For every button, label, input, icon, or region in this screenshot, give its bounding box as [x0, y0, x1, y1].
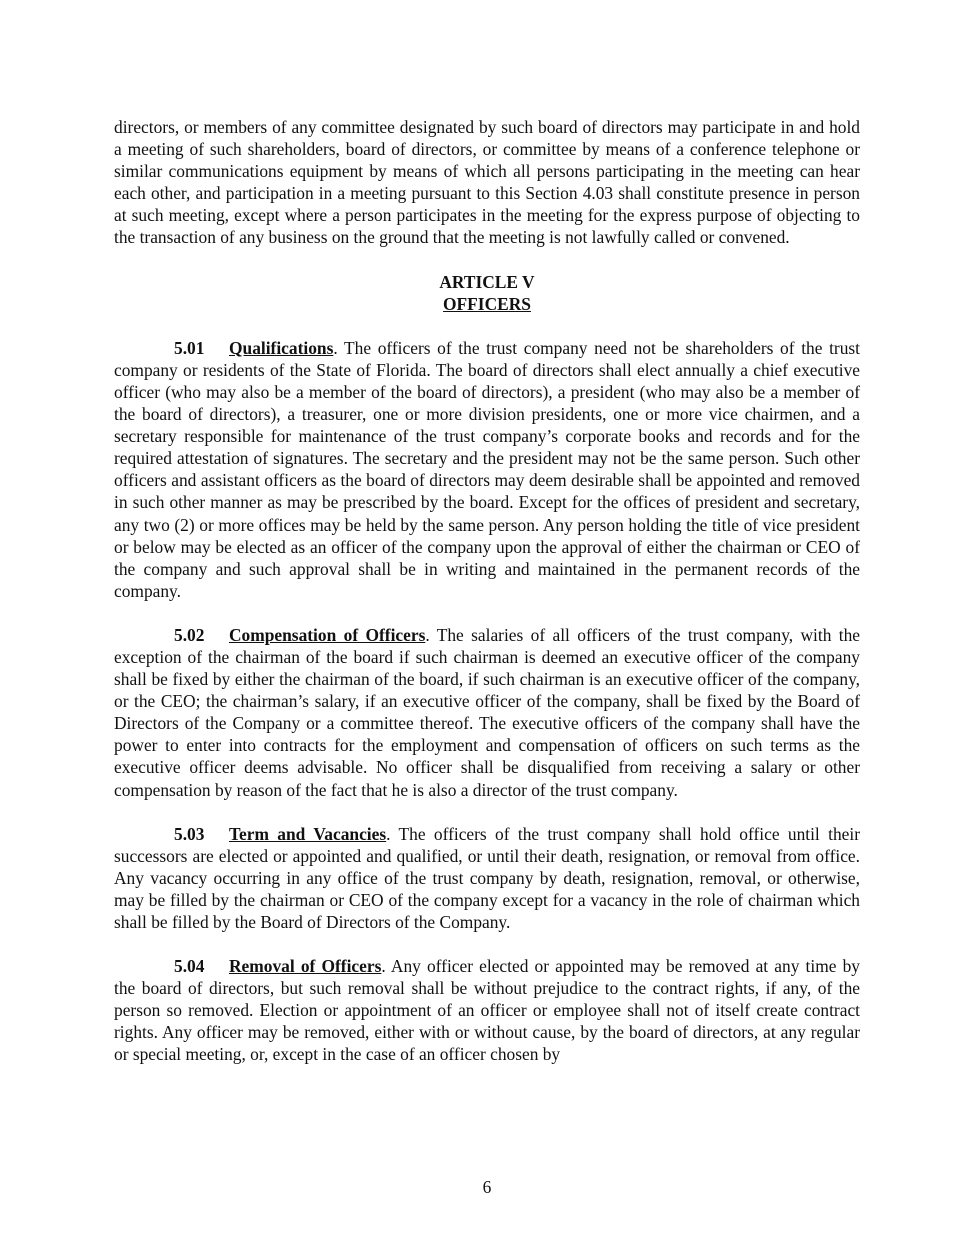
section-number: 5.01	[174, 337, 205, 358]
section-number: 5.04	[174, 956, 205, 977]
page-number: 6	[482, 1177, 492, 1197]
section-title: Compensation of Officers	[229, 624, 426, 645]
article-number: ARTICLE V	[439, 271, 535, 292]
section-number: 5.03	[174, 823, 205, 844]
section-text: . The officers of the trust company need not be shareholders of the trust company or residents of the State of Florida. The board of directors shall elect annually a chief executive officer (who may also be a member of the board of directors), a president (who may also be a member of the board of directors), a treasurer, one or more division presidents, one or more vice chairmen, and a secretary responsible for maintenance of the trust company’s corporate books and records and for the required attestation of signatures. The secretary and the president may not be the same person. Such other officers and assistant officers as the board of directors may deem desirable shall be appointed and removed in such other manner as may be prescribed by the board. Except for the offices of president and secretary, any two (2) or more offices may be held by the same person. Any person holding the title of vice president or below may be elected as an officer of the company upon the approval of either the chairman or CEO of the company and such approval shall be in writing and maintained in the permanent records of the company.	[114, 337, 860, 601]
section-5-03	[114, 823, 860, 933]
section-number: 5.02	[174, 624, 205, 645]
section-title: Qualifications	[229, 337, 334, 358]
section-5-02	[114, 624, 860, 801]
intro-paragraph: directors, or members of any committee designated by such board of directors may participate in and hold a meeting of such shareholders, board of directors, or committee by means of a conference telephone or similar communications equipment by means of which all persons participating in the meeting can hear each other, and participation in a meeting pursuant to this Section 4.03 shall constitute presence in person at such meeting, except where a person participates in the meeting for the express purpose of objecting to the transaction of any business on the ground that the meeting is not lawfully called or convened.	[114, 117, 860, 248]
section-text: . Any officer elected or appointed may be removed at any time by the board of directors, but such removal shall be without prejudice to the contract rights, if any, of the person so removed. Election or appointment of an officer or employee shall not of itself create contract rights. Any officer may be removed, either with or without cause, by the board of directors, at any regular or special meeting, or, except in the case of an officer chosen by	[114, 956, 860, 1065]
section-title: Removal of Officers	[229, 956, 382, 977]
section-text: . The salaries of all officers of the trust company, with the exception of the chairman of the board if such chairman is deemed an executive officer of the company shall be fixed by either the chairman of the board, if such chairman is an executive officer of the company, or the CEO; the chairman’s salary, if an executive officer of the company, shall be fixed by the Board of Directors of the Company or a committee thereof. The executive officers of the company shall have the power to enter into contracts for the employment and compensation of officers on such terms as the executive officer deems advisable. No officer shall be disqualified from receiving a salary or other compensation by reason of the fact that he is also a director of the trust company.	[114, 624, 860, 800]
section-5-01	[114, 337, 860, 602]
section-text: . The officers of the trust company shall hold office until their successors are elected or appointed and qualified, or until their death, resignation, or removal from office. Any vacancy occurring in any office of the trust company by death, resignation, removal, or otherwise, may be filled by the chairman or CEO of the company except for a vacancy in the role of chairman which shall be filled by the Board of Directors of the Company.	[114, 823, 860, 932]
article-title: OFFICERS	[443, 293, 531, 314]
document-page	[114, 116, 860, 1066]
section-title: Term and Vacancies	[229, 823, 387, 844]
article-heading	[114, 271, 860, 315]
section-5-04	[114, 955, 860, 1065]
